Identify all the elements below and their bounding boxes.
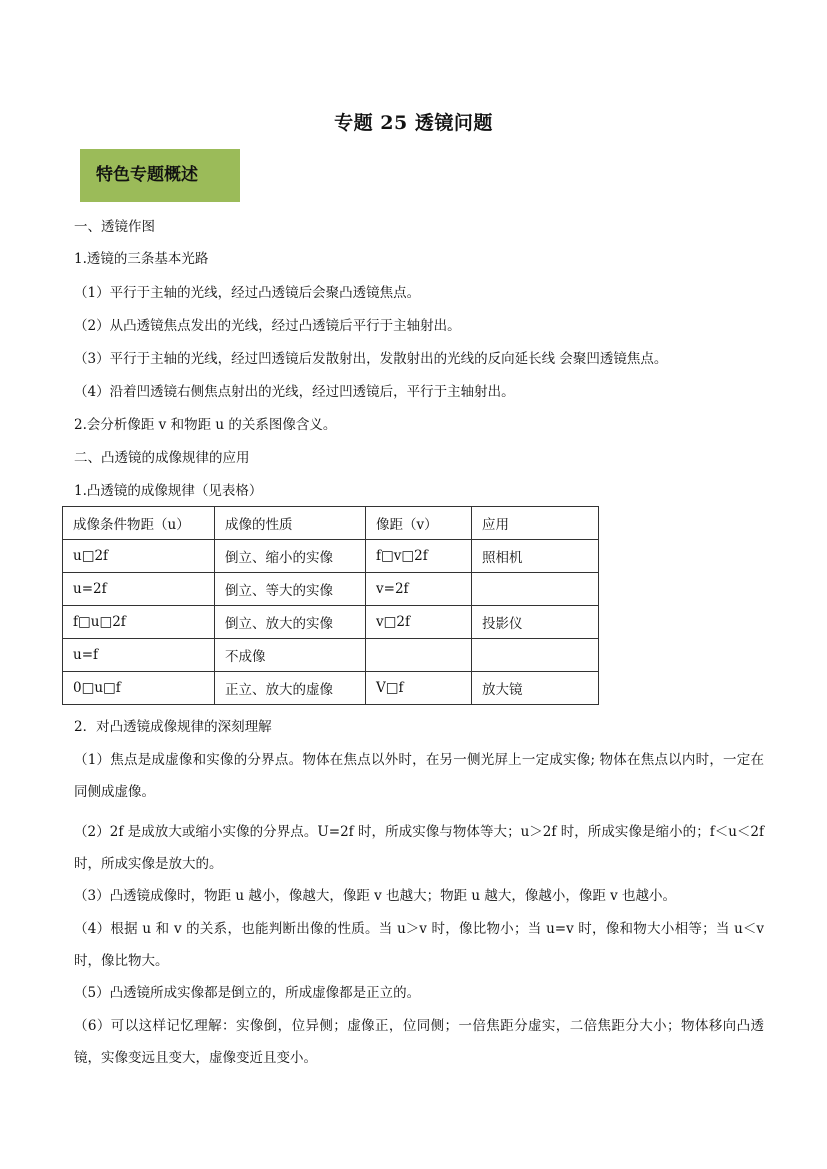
table-cell: u=f [63,639,215,672]
table-header-cell: 成像条件物距（u） [63,507,215,540]
imaging-rules-table [62,506,599,705]
table-cell [366,639,472,672]
section1-item-1: （1）平行于主轴的光线，经过凸透镜后会聚凸透镜焦点。 [74,285,421,301]
section2-paragraph-3: （3）凸透镜成像时，物距 u 越小，像越大，像距 v 也越大；物距 u 越大，像越小，像距 v 也越小。 [74,888,677,904]
table-row [63,606,599,639]
table-cell: 投影仪 [472,606,599,639]
section2-paragraph-5: （5）凸透镜所成实像都是倒立的，所成虚像都是正立的。 [74,985,421,1001]
section1-item-2: （2）从凸透镜焦点发出的光线，经过凸透镜后平行于主轴射出。 [74,318,461,334]
table-cell: v=2f [366,573,472,606]
table-cell [472,639,599,672]
table-cell: f□u□2f [63,606,215,639]
section2-paragraph-2: （2）2f 是成放大或缩小实像的分界点。U=2f 时，所成实像与物体等大；u＞2f 时，所成实像是缩小的；f＜u＜2f 时，所成实像是放大的。 [74,824,764,872]
table-cell [472,573,599,606]
section2-subheading-1: 1.凸透镜的成像规律（见表格） [74,483,263,499]
table-cell: 倒立、缩小的实像 [215,540,366,573]
table-cell: v□2f [366,606,472,639]
section1-heading: 一、透镜作图 [74,219,155,235]
section-banner [80,149,240,202]
table-cell: 倒立、等大的实像 [215,573,366,606]
section1-item-4: （4）沿着凹透镜右侧焦点射出的光线，经过凹透镜后，平行于主轴射出。 [74,384,515,400]
table-cell: 放大镜 [472,672,599,705]
section1-item-3: （3）平行于主轴的光线，经过凹透镜后发散射出，发散射出的光线的反向延长线 会聚凹透镜焦点。 [74,351,668,367]
table-row [63,672,599,705]
table-cell: 照相机 [472,540,599,573]
page-title: 专题 25 透镜问题 [334,112,493,134]
table-cell: 倒立、放大的实像 [215,606,366,639]
table-row [63,540,599,573]
table-cell: f□v□2f [366,540,472,573]
section2-heading: 二、凸透镜的成像规律的应用 [74,450,250,466]
table-cell: 0□u□f [63,672,215,705]
section1-subheading-1: 1.透镜的三条基本光路 [74,251,209,267]
section2-paragraph-1: （1）焦点是成虚像和实像的分界点。物体在焦点以外时，在另一侧光屏上一定成实像; 物体在焦点以内时，一定在同侧成虚像。 [74,752,764,800]
table-cell: V□f [366,672,472,705]
table-header-row [63,507,599,540]
table-row [63,573,599,606]
table-header-cell: 成像的性质 [215,507,366,540]
table-cell: 不成像 [215,639,366,672]
section-banner-label: 特色专题概述 [96,165,198,185]
section2-subheading-2: 2．对凸透镜成像规律的深刻理解 [74,719,272,735]
table-row [63,639,599,672]
table-cell: u=2f [63,573,215,606]
table-cell: 正立、放大的虚像 [215,672,366,705]
section1-subheading-2: 2.会分析像距 v 和物距 u 的关系图像含义。 [74,417,337,433]
table-cell: u□2f [63,540,215,573]
section2-paragraph-6: （6）可以这样记忆理解：实像倒，位异侧；虚像正，位同侧；一倍焦距分虚实，二倍焦距分大小；物体移向凸透镜，实像变远且变大，虚像变近且变小。 [74,1018,764,1066]
table-header-cell: 像距（v） [366,507,472,540]
table-header-cell: 应用 [472,507,599,540]
section2-paragraph-4: （4）根据 u 和 v 的关系，也能判断出像的性质。当 u＞v 时，像比物小；当 u=v 时，像和物大小相等；当 u＜v 时，像比物大。 [74,921,764,969]
